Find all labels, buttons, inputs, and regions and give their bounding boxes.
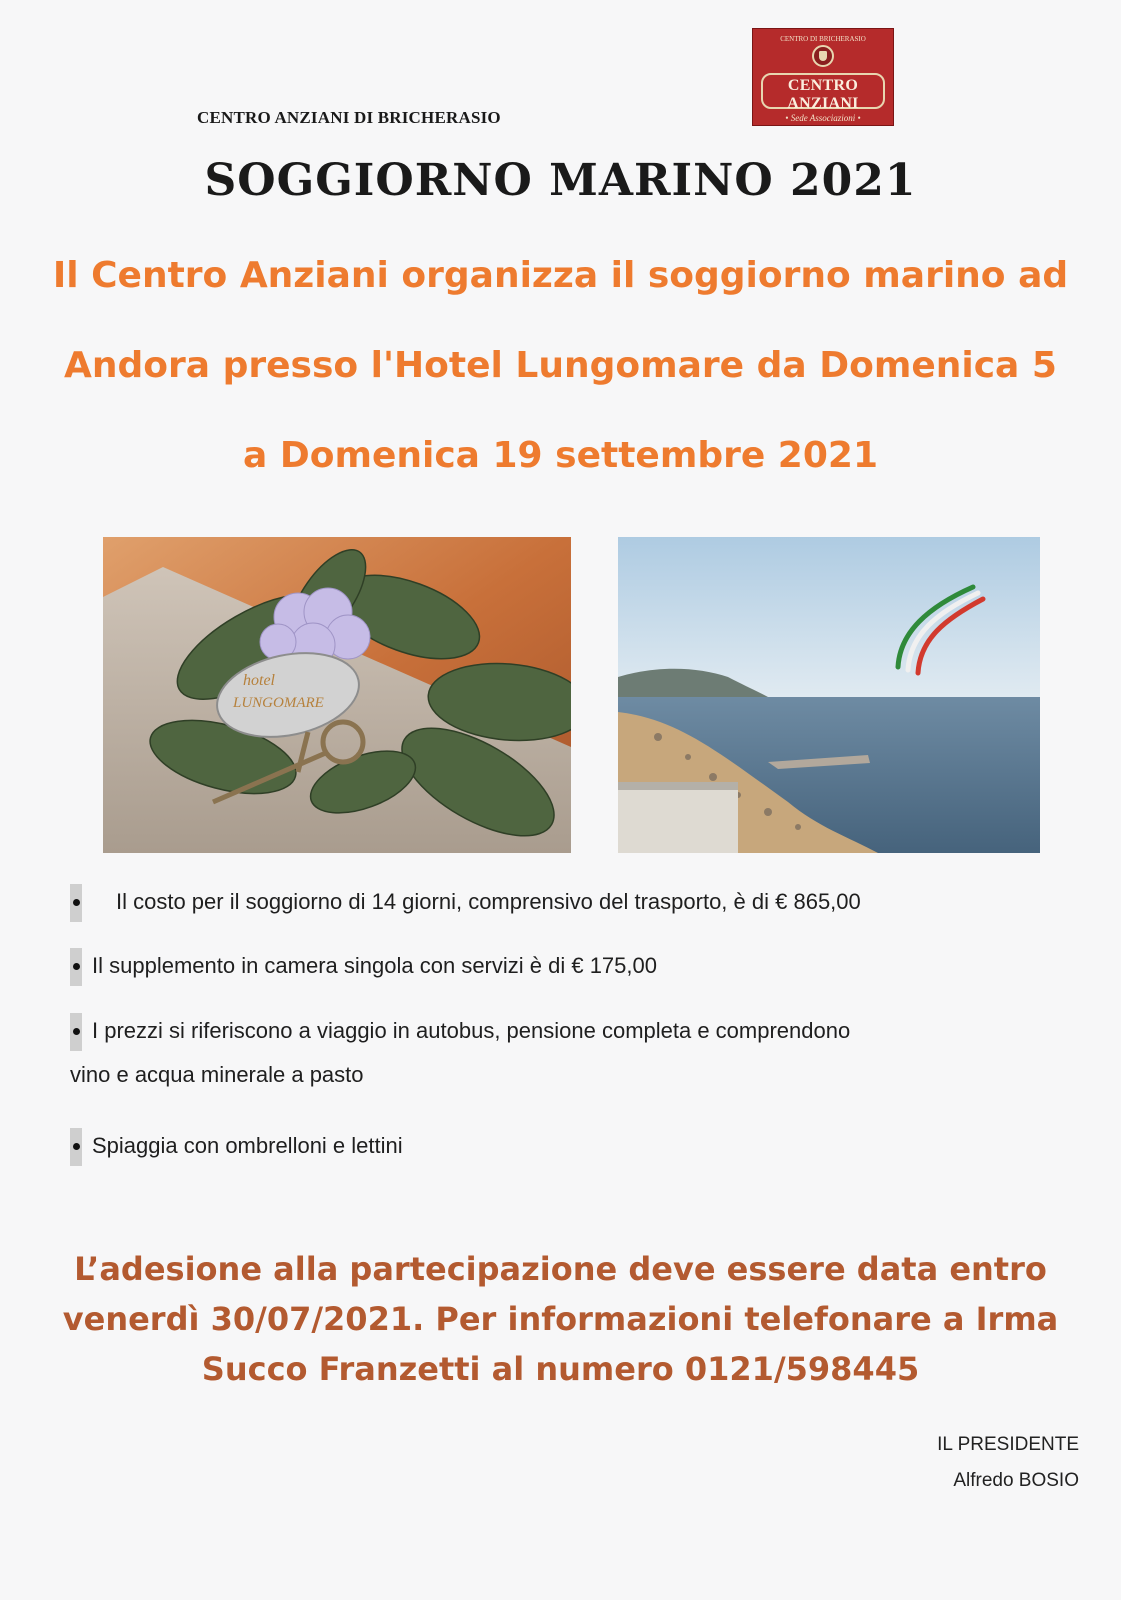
intro-line-1: Il Centro Anziani organizza il soggiorno marino ad [52, 255, 1069, 296]
signature-name: Alfredo BOSIO [953, 1470, 1079, 1491]
bullet-beach [70, 1128, 403, 1166]
signature-role: IL PRESIDENTE [937, 1434, 1079, 1455]
page-title: SOGGIORNO MARINO 2021 [204, 155, 917, 206]
logo-seal-icon [812, 45, 834, 67]
bullet-cost [70, 884, 861, 922]
bullet-icon [70, 948, 82, 986]
deadline-line-1: L’adesione alla partecipazione deve essere data entro [74, 1250, 1047, 1288]
bullet-supplement [70, 948, 657, 986]
deadline-line-2: venerdì 30/07/2021. Per informazioni telefonare a Irma [62, 1300, 1059, 1338]
bullet-text: Spiaggia con ombrelloni e lettini [92, 1132, 403, 1158]
bullet-prices [70, 1013, 850, 1051]
key-tag-text-1: hotel [243, 672, 275, 689]
logo-subtitle: • Sede Associazioni • [785, 113, 861, 123]
bullet-icon [70, 1128, 82, 1166]
bullet-text: Il costo per il soggiorno di 14 giorni, comprensivo del trasporto, è di € 865,00 [116, 888, 861, 914]
bullet-icon [70, 1013, 82, 1051]
deadline-line-3: Succo Franzetti al numero 0121/598445 [201, 1350, 920, 1388]
bullet-prices-continued: vino e acqua minerale a pasto [70, 1062, 364, 1087]
intro-line-2: Andora presso l'Hotel Lungomare da Domenica 5 [64, 345, 1057, 386]
bullet-text: I prezzi si riferiscono a viaggio in autobus, pensione completa e comprendono [92, 1017, 851, 1043]
intro-line-3: a Domenica 19 settembre 2021 [243, 435, 878, 476]
key-tag-text-2: LUNGOMARE [233, 695, 324, 711]
logo-plate [761, 73, 885, 123]
beach-photo [618, 537, 1040, 853]
centro-anziani-logo [752, 28, 894, 126]
logo-title: CENTRO ANZIANI [787, 77, 859, 112]
organization-name: CENTRO ANZIANI DI BRICHERASIO [197, 108, 501, 127]
bullet-text: Il supplemento in camera singola con servizi è di € 175,00 [92, 952, 657, 978]
bullet-icon [70, 884, 82, 922]
hotel-key-photo [103, 537, 571, 853]
logo-arc-text: CENTRO DI BRICHERASIO [780, 35, 866, 43]
